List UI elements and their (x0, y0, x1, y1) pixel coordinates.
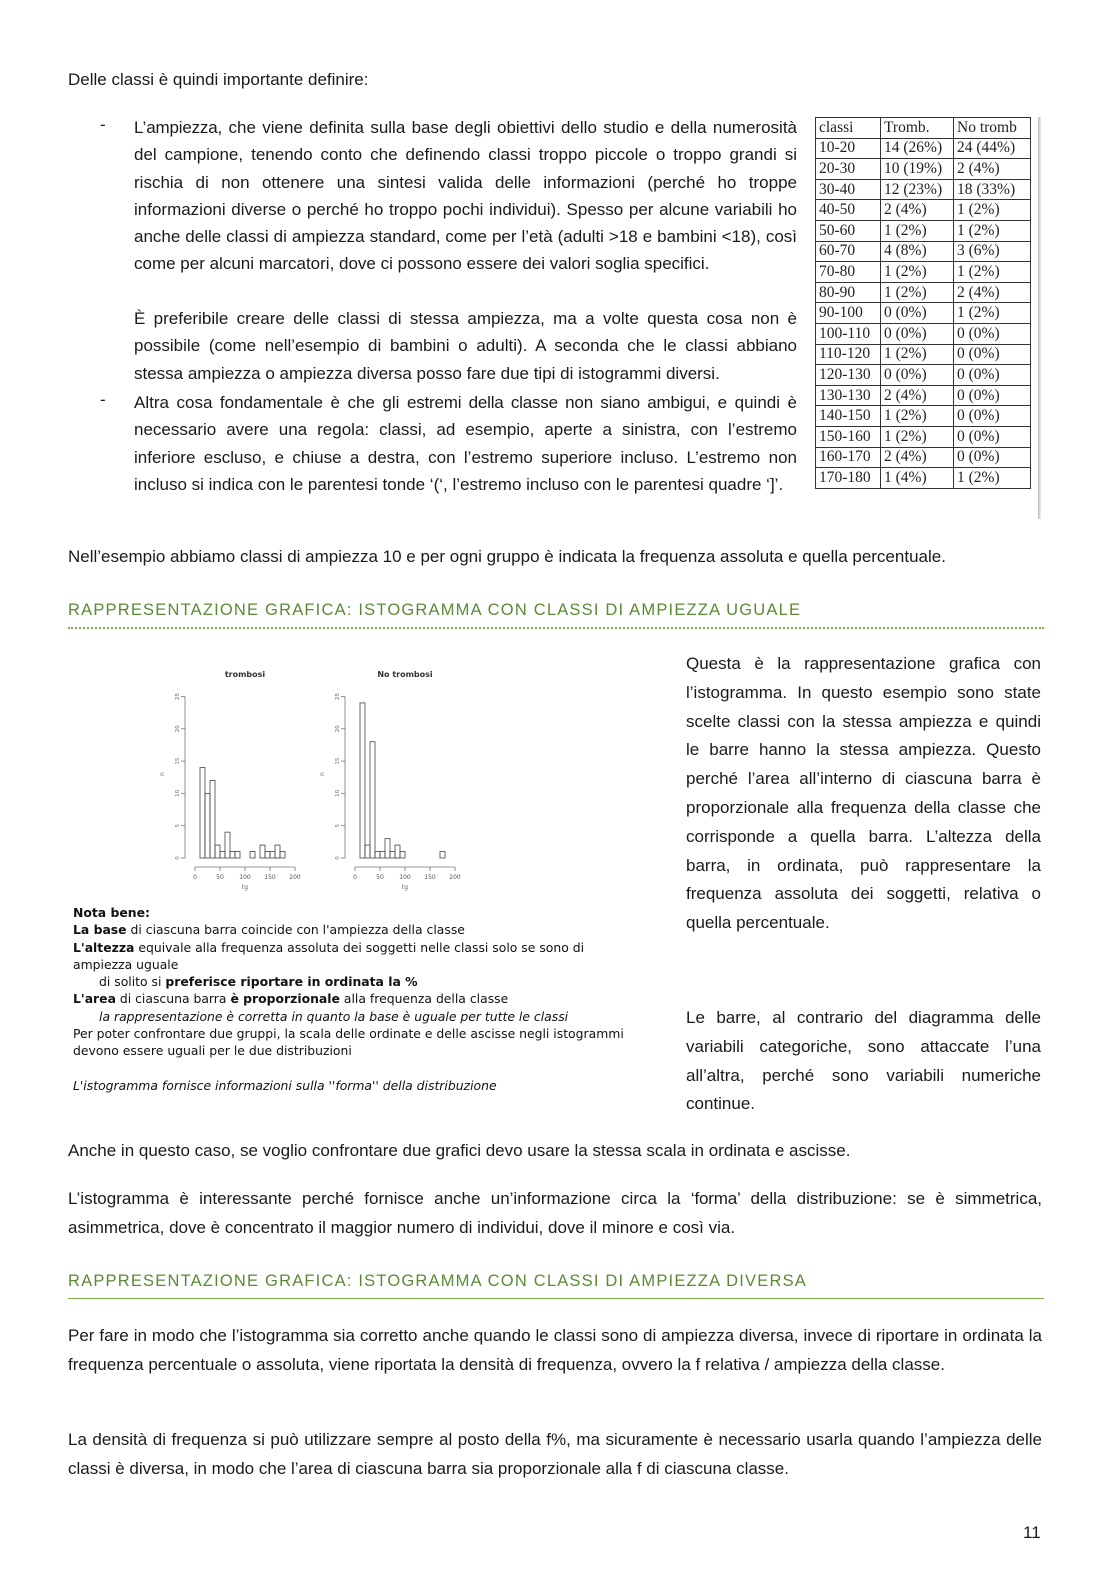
table-cell: 160-170 (816, 447, 881, 468)
histogram-bar (220, 852, 225, 858)
table-cell: 120-130 (816, 365, 881, 386)
table-cell: 60-70 (816, 241, 881, 262)
y-tick-label: 20 (175, 725, 181, 733)
density-paragraph-2: La densità di frequenza si può utilizzare sempre al posto della f%, ma sicuramente è necessario usarla quando l’ampiezza delle classi è diversa, in modo che l’area di ciascuna barra sia proporzionale alla f di ciascuna classe. (68, 1430, 1042, 1478)
histogram-bar (375, 852, 380, 858)
nota-bene-box: Nota bene: La base di ciascuna barra coincide con l'ampiezza della classe L'altezza equivale alla frequenza assoluta dei soggetti nelle classi solo se sono di ampiezza uguale di solito si preferisce riportare in ordinata la % L'area di ciascuna barra è proporzionale alla frequenza della classe la rappresentazione è corretta in quanto la base è uguale per tutte le classi Per poter confrontare due gruppi, la scala delle ordinate e delle ascisse negli istogrammi devono essere uguali per le due distribuzioni L'istogramma fornisce informazioni sulla ''forma'' della distribuzione (73, 905, 624, 1093)
example-note: Nell’esempio abbiamo classi di ampiezza 10 e per ogni gruppo è indicata la frequenza assoluta e quella percentuale. (68, 547, 946, 566)
nota-title: Nota bene: (73, 905, 150, 920)
x-tick-label: 0 (193, 874, 197, 881)
histogram-bar (275, 845, 280, 858)
table-row (816, 385, 1031, 406)
histogram-bar (265, 852, 270, 858)
table-cell: 0 (0%) (954, 344, 1031, 365)
keyword-ampiezza: ampiezza (146, 118, 218, 137)
keyword-estremi: estremi della classe non siano ambigui (406, 393, 706, 412)
table-cell: 0 (0%) (954, 365, 1031, 386)
table-cell: 0 (0%) (881, 303, 954, 324)
x-tick-label: 0 (353, 874, 357, 881)
page-number: 11 (1023, 1523, 1041, 1542)
density-paragraph-1: Per fare in modo che l’istogramma sia corretto anche quando le classi sono di ampiezza diversa, invece di riportare in ordinata la frequenza percentuale o assoluta, viene riportata la densità di frequenza, ovvero la f relativa / ampiezza della classe. (68, 1326, 1042, 1374)
histogram-bar (385, 839, 390, 858)
table-cell: 0 (0%) (954, 447, 1031, 468)
table-cell: 30-40 (816, 179, 881, 200)
table-cell: 20-30 (816, 159, 881, 180)
table-row (816, 323, 1031, 344)
histogram-bar (390, 852, 395, 858)
histogram-description: Questa è la rappresentazione grafica con l’istogramma. In questo esempio sono state scelte classi con la stessa ampiezza e quindi le barre hanno la stessa ampiezza. Questo perché l’area all’interno di ciascuna barra è proporzionale alla frequenza della classe che corrisponde a quella barra. L’altezza della barra, in ordinata, può rappresentare la frequenza assoluta dei soggetti, relativa o quella percentuale. (686, 654, 1041, 933)
histogram-bar (260, 845, 265, 858)
table-cell: 2 (4%) (954, 159, 1031, 180)
y-tick-label: 20 (335, 725, 341, 733)
table-row (816, 159, 1031, 180)
table-cell: 1 (2%) (954, 220, 1031, 241)
table-row (816, 262, 1031, 283)
histogram-bar (370, 742, 375, 858)
table-row (816, 282, 1031, 303)
histogram-bar (365, 845, 370, 858)
table-cell: 0 (0%) (881, 323, 954, 344)
table-cell: 12 (23%) (881, 179, 954, 200)
x-tick-label: 150 (424, 874, 436, 881)
y-tick-label: 10 (335, 789, 341, 797)
table-header: No tromb (954, 118, 1031, 139)
x-tick-label: 100 (399, 874, 411, 881)
y-tick-label: 15 (175, 757, 181, 765)
table-cell: 130-130 (816, 385, 881, 406)
table-cell: 90-100 (816, 303, 881, 324)
histogram-bar (215, 845, 220, 858)
histogram-bar (235, 852, 240, 858)
x-tick-label: 50 (376, 874, 384, 881)
table-body (816, 138, 1031, 488)
table-row (816, 200, 1031, 221)
y-tick-label: 15 (335, 757, 341, 765)
table-header: Tromb. (881, 118, 954, 139)
histogram-bar (380, 852, 385, 858)
chart-title: trombosi (224, 670, 266, 679)
y-tick-label: 0 (335, 856, 341, 860)
histogram-bar (210, 780, 215, 858)
table-cell: 1 (2%) (954, 303, 1031, 324)
table-row (816, 303, 1031, 324)
table-row (816, 220, 1031, 241)
histogram-bar (440, 852, 445, 858)
chart-title: No trombosi (377, 670, 433, 679)
bars-description: Le barre, al contrario del diagramma delle variabili categoriche, sono attaccate l’una all’altra, perché sono variabili numeriche continue. (686, 1008, 1041, 1114)
histogram-bar (280, 852, 285, 858)
table-cell: 0 (0%) (954, 426, 1031, 447)
x-tick-label: 200 (449, 874, 461, 881)
x-axis-label: tg (241, 884, 249, 891)
table-cell: 1 (2%) (881, 344, 954, 365)
frequency-table (815, 117, 1031, 489)
y-tick-label: 5 (335, 823, 341, 828)
intro-text: Delle classi è quindi importante definire: (68, 70, 369, 89)
bullet-estremi: Altra cosa fondamentale è che gli estremi della classe non siano ambigui, e quindi è necessario avere una regola: classi, ad esempio, aperte a sinistra, con l’estremo inferiore escluso, e chiuse a destra, con l’estremo superiore incluso. L’estremo non incluso si indica con le parentesi tonde ‘(‘, l’estremo incluso con le parentesi quadre ‘]’. (134, 393, 797, 494)
x-tick-label: 150 (264, 874, 276, 881)
table-cell: 1 (2%) (881, 262, 954, 283)
table-header: classi (816, 118, 881, 139)
x-tick-label: 50 (216, 874, 224, 881)
table-cell: 14 (26%) (881, 138, 954, 159)
table-cell: 1 (4%) (881, 468, 954, 489)
histogram-bar (270, 852, 275, 858)
table-cell: 0 (0%) (881, 365, 954, 386)
bullet-marker: - (100, 390, 106, 409)
y-axis-label: n (319, 772, 326, 776)
table-cell: 170-180 (816, 468, 881, 489)
table-row (816, 179, 1031, 200)
table-row (816, 447, 1031, 468)
x-tick-label: 100 (239, 874, 251, 881)
table-row (816, 365, 1031, 386)
table-row (816, 426, 1031, 447)
y-axis-label: n (159, 772, 166, 776)
table-cell: 1 (2%) (881, 282, 954, 303)
bullet-ampiezza-paragraph-2: È preferibile creare delle classi di stessa ampiezza, ma a volte questa cosa non è possibile (come nell’esempio di bambini o adulti). A seconda che le classi abbiano stessa ampiezza o ampiezza diversa posso fare due tipi di istogrammi diversi. (134, 309, 797, 383)
forma-paragraph: L’istogramma è interessante perché fornisce anche un’informazione circa la ‘forma’ della distribuzione: se è simmetrica, asimmetrica, dove è concentrato il maggior numero di individui, dove il minore e così via. (68, 1189, 1042, 1237)
y-tick-label: 25 (335, 692, 341, 700)
table-cell: 1 (2%) (881, 426, 954, 447)
x-tick-label: 200 (289, 874, 301, 881)
table-cell: 2 (4%) (881, 447, 954, 468)
table-row (816, 138, 1031, 159)
table-cell: 0 (0%) (954, 406, 1031, 427)
table-row (816, 241, 1031, 262)
y-tick-label: 10 (175, 789, 181, 797)
histogram-bar (205, 793, 210, 858)
table-cell: 1 (2%) (881, 220, 954, 241)
table-shadow (1038, 117, 1041, 519)
histogram-bar (395, 845, 400, 858)
table-row (816, 344, 1031, 365)
histogram-bar (230, 852, 235, 858)
table-row (816, 406, 1031, 427)
histogram-bar (400, 852, 405, 858)
table-cell: 10-20 (816, 138, 881, 159)
table-cell: 1 (2%) (881, 406, 954, 427)
scale-paragraph: Anche in questo caso, se voglio confrontare due grafici devo usare la stessa scala in ordinata e ascisse. (68, 1141, 851, 1160)
table-cell: 2 (4%) (881, 200, 954, 221)
table-cell: 40-50 (816, 200, 881, 221)
table-cell: 2 (4%) (954, 282, 1031, 303)
table-cell: 1 (2%) (954, 262, 1031, 283)
table-cell: 100-110 (816, 323, 881, 344)
table-cell: 1 (2%) (954, 468, 1031, 489)
table-cell: 10 (19%) (881, 159, 954, 180)
table-cell: 2 (4%) (881, 385, 954, 406)
table-cell: 80-90 (816, 282, 881, 303)
table-cell: 18 (33%) (954, 179, 1031, 200)
histogram-trombosi (159, 670, 301, 891)
table-cell: 150-160 (816, 426, 881, 447)
section-heading-different-width: RAPPRESENTAZIONE GRAFICA: ISTOGRAMMA CON CLASSI DI AMPIEZZA DIVERSA (68, 1272, 1044, 1299)
table-cell: 70-80 (816, 262, 881, 283)
histogram-bar (225, 832, 230, 858)
table-cell: 50-60 (816, 220, 881, 241)
table-cell: 0 (0%) (954, 385, 1031, 406)
bullet-ampiezza: L’ampiezza, che viene definita sulla base degli obiettivi dello studio e della numerosità del campione, tenendo conto che definendo classi troppo piccole o troppo grandi si rischia di non ottenere una sintesi valida delle informazioni (perché ho troppe informazioni diverse o perché ho troppo pochi individui). Spesso per alcune variabili ho anche delle classi di ampiezza standard, come per l’età (adulti >18 e bambini <18), così come per alcuni marcatori, dove ci possono essere dei valori soglia specifici. (134, 118, 797, 274)
y-tick-label: 25 (175, 692, 181, 700)
x-axis-label: tg (401, 884, 409, 891)
histogram-bar (200, 768, 205, 858)
histogram-bar (250, 852, 255, 858)
table-header-row (816, 118, 1031, 139)
table-cell: 140-150 (816, 406, 881, 427)
bullet-marker: - (100, 115, 106, 134)
table-cell: 0 (0%) (954, 323, 1031, 344)
section-heading-equal-width: RAPPRESENTAZIONE GRAFICA: ISTOGRAMMA CON CLASSI DI AMPIEZZA UGUALE (68, 601, 1044, 629)
y-tick-label: 0 (175, 856, 181, 860)
table-cell: 3 (6%) (954, 241, 1031, 262)
table-cell: 1 (2%) (954, 200, 1031, 221)
y-tick-label: 5 (175, 823, 181, 828)
keyword-forma: forma (694, 1189, 737, 1208)
histogram-no-trombosi (319, 670, 461, 891)
table-row (816, 468, 1031, 489)
table-cell: 4 (8%) (881, 241, 954, 262)
table-cell: 24 (44%) (954, 138, 1031, 159)
table-cell: 110-120 (816, 344, 881, 365)
histogram-bar (360, 703, 365, 858)
